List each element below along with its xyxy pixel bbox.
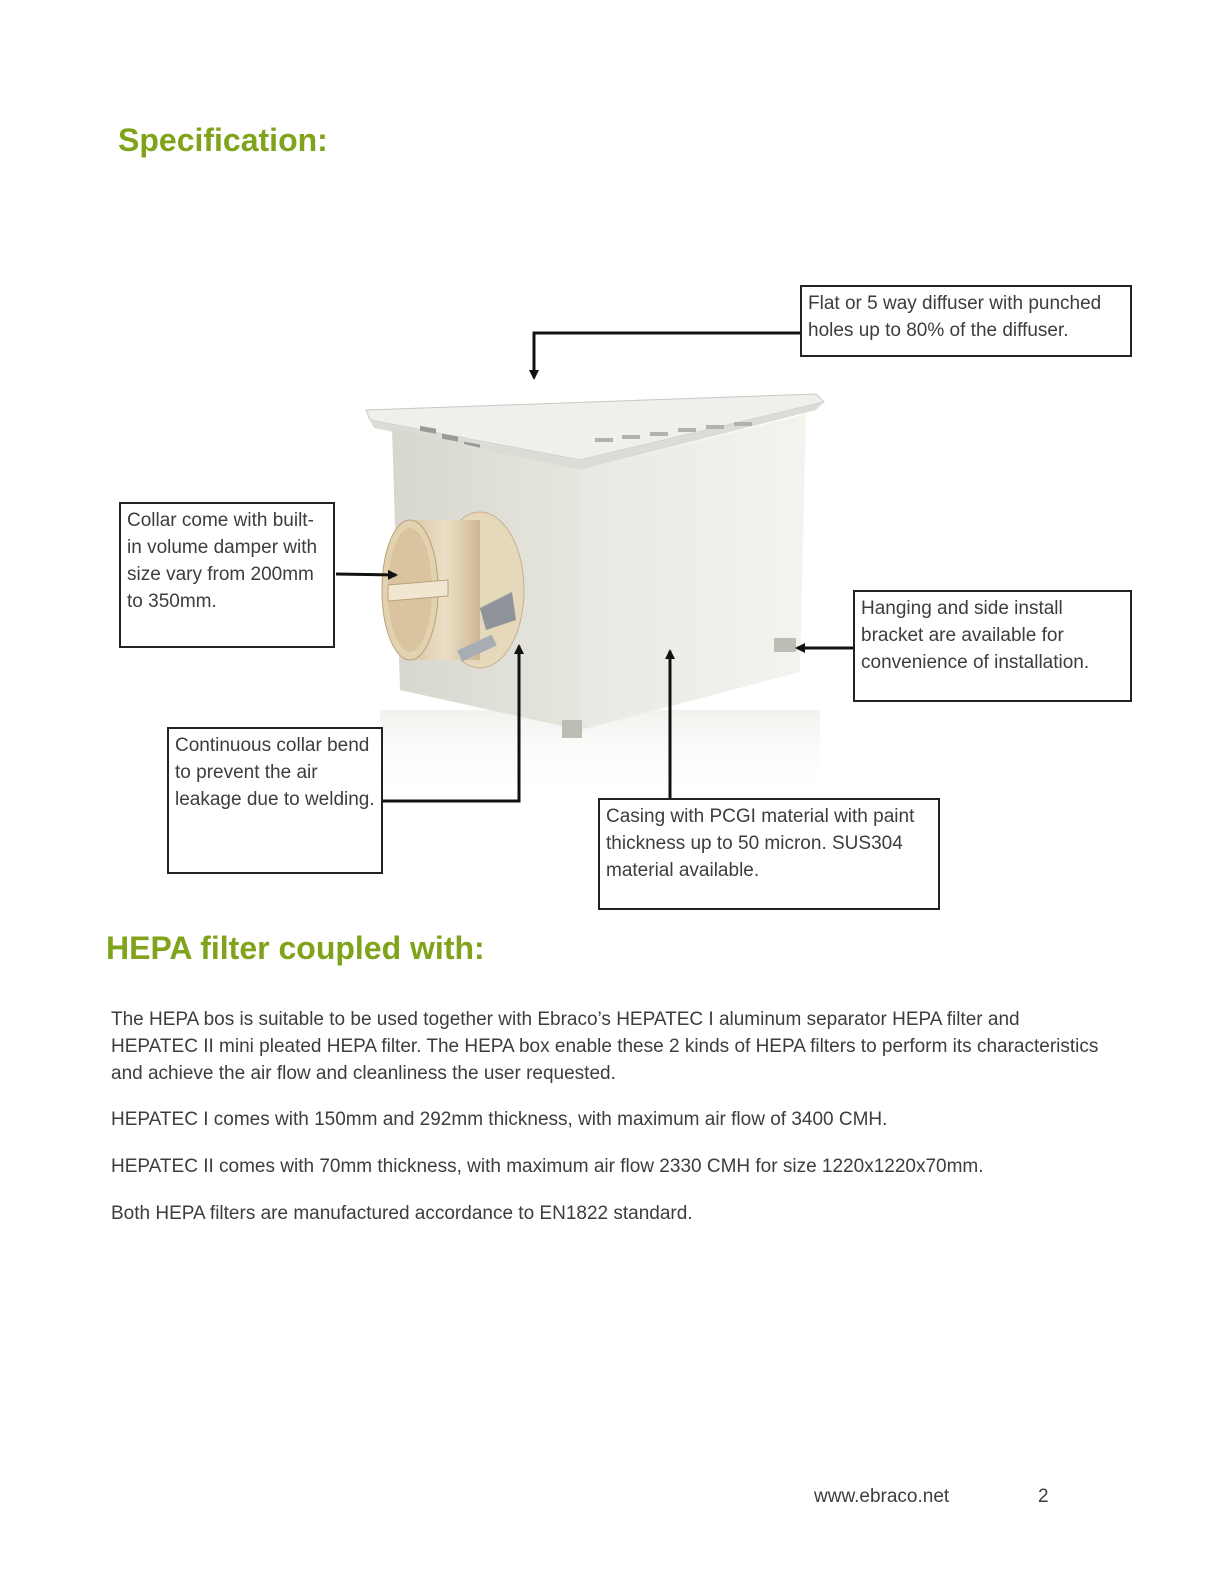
bracket-callout: Hanging and side install bracket are available for convenience of installation. xyxy=(853,590,1132,702)
body-paragraph-4: Both HEPA filters are manufactured accordance to EN1822 standard. xyxy=(111,1203,693,1224)
page-number: 2 xyxy=(1038,1486,1049,1507)
body-paragraph-1: The HEPA bos is suitable to be used together with Ebraco’s HEPATEC I aluminum separator HEPA filter and HEPATEC II mini pleated HEPA filter. The HEPA box enable these 2 kinds of HEPA filters to perform its characteristics and achieve the air flow and cleanliness the user requested. xyxy=(111,1009,1099,1084)
specification-heading: Specification: xyxy=(118,122,328,158)
collar-arrow xyxy=(336,574,396,575)
hepa-filter-heading: HEPA filter coupled with: xyxy=(106,930,485,966)
body-paragraph-3: HEPATEC II comes with 70mm thickness, with maximum air flow 2330 CMH for size 1220x1220x70mm. xyxy=(111,1156,984,1177)
collar-callout: Collar come with built-in volume damper with size vary from 200mm to 350mm. xyxy=(119,502,335,648)
body-paragraph-2: HEPATEC I comes with 150mm and 292mm thickness, with maximum air flow of 3400 CMH. xyxy=(111,1109,888,1130)
diffuser-arrow xyxy=(534,333,800,378)
casing-callout: Casing with PCGI material with paint thickness up to 50 micron. SUS304 material available. xyxy=(598,798,940,910)
footer-website: www.ebraco.net xyxy=(814,1486,950,1507)
diffuser-callout: Flat or 5 way diffuser with punched holes up to 80% of the diffuser. xyxy=(800,285,1132,357)
collar-bend-callout: Continuous collar bend to prevent the air leakage due to welding. xyxy=(167,727,383,874)
bend-arrow xyxy=(383,646,519,801)
